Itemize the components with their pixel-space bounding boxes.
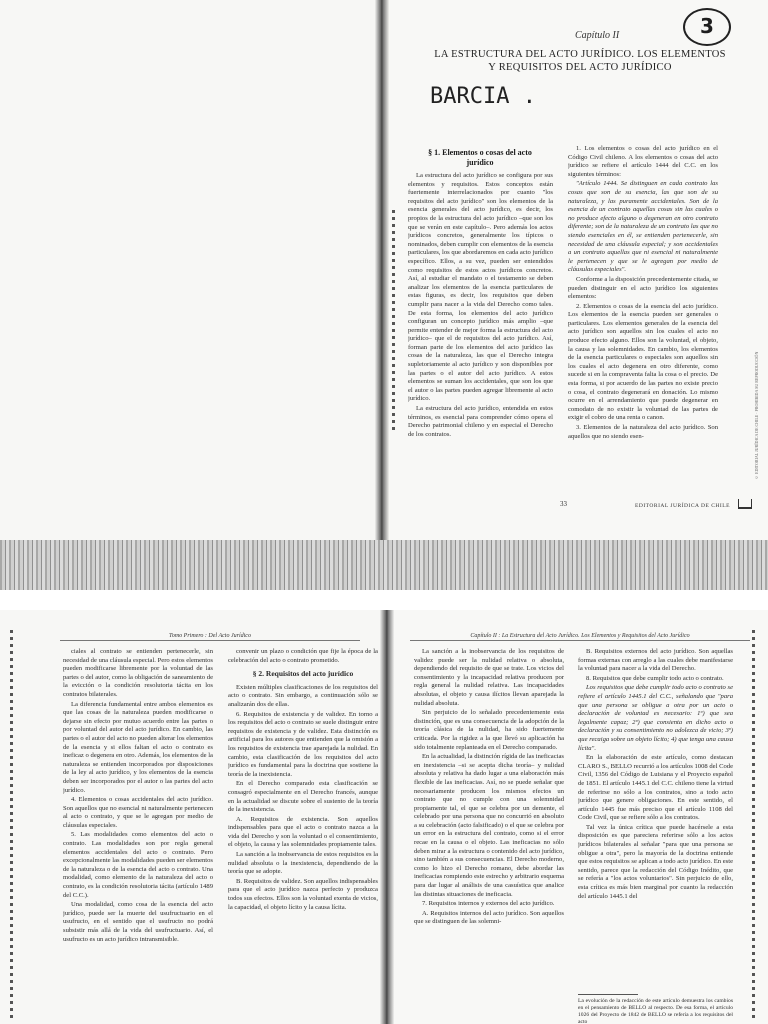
handwritten-name: BARCIA .: [430, 84, 536, 109]
paragraph: convenir un plazo o condición que fije la época de la celebración del acto o contrato prometido.: [228, 648, 378, 664]
section-heading: § 2. Requisitos del acto jurídico: [252, 669, 354, 679]
scan-margin-noise: [752, 630, 755, 1020]
paragraph: La sanción a la inobservancia de los requisitos de validez puede ser la nulidad relativa o absoluta, dependiendo del requisito de que se trate. Los vicios del consentimiento y la incapacidad relativa producen por regla general la nulidad relativa. Las incapacidades absolutas, el objeto y causa ilícitos llevan aparejada la nulidad absoluta.: [414, 648, 564, 707]
paragraph: B. Requisitos externos del acto jurídico. Son aquellas formas externas con arreglo a las cuales debe manifestarse la voluntad para nacer a la vida del Derecho.: [578, 648, 733, 673]
paragraph: En el Derecho comparado esta clasificación se consagró especialmente en el Derecho francés, aunque en la actualidad se discute sobre el sustento de la teoría de la inexistencia.: [228, 780, 378, 814]
paragraph: 3. Elementos de la naturaleza del acto jurídico. Son aquellos que no siendo esen-: [568, 424, 718, 440]
quoted-article: "Artículo 1444. Se distinguen en cada contrato las cosas que son de su esencia, las que son de su naturaleza, y las puramente accidentales. Son de la esencia de un contrato aquellas cosas sin las cuales o no produce efecto alguno o degeneran en otro contrato diferente; son de la naturaleza de un contrato las que no siendo esenciales en él, se entienden pertenecerle, sin necesidad de una cláusula especial; y son accidentales a un contrato aquellas que ni esencial ni naturalmente le pertenecen y que se le agregan por medio de cláusulas especiales".: [568, 180, 718, 274]
publisher-imprint: EDITORIAL JURÍDICA DE CHILE: [635, 503, 730, 509]
footnote: La evolución de la redacción de este artículo demuestra los cambios en el pensamiento de BELLO al respecto. De esa forma, el artículo 1026 del Proyecto de 1842 de BELLO se refería a los requisitos del acto: [578, 998, 733, 1024]
paragraph: 5. Las modalidades como elementos del acto o contrato. Las modalidades son por regla general elementos accidentales del acto o contrato. Pero excepcionalmente las modalidades pueden ser elementos de la naturaleza o de la esencia del acto o contrato. Una modalidad, como elemento de la naturaleza del acto o contrato, es la condición resolutoria tácita (artículo 1489 del C.C.).: [63, 831, 213, 899]
scan-margin-noise: [392, 210, 395, 430]
chapter-title-line-2: Y REQUISITOS DEL ACTO JURÍDICO: [488, 62, 672, 73]
section-heading-line-2: jurídico: [466, 158, 494, 167]
book-gutter: [380, 610, 394, 1024]
paragraph: 4. Elementos o cosas accidentales del acto jurídico. Son aquellos que no esencial ni naturalmente pertenecen al acto o contrato, y que se le agregan por medio de cláusulas especiales.: [63, 796, 213, 829]
handwritten-circled-number: 3: [683, 8, 731, 46]
paragraph: A. Requisitos internos del acto jurídico. Son aquellos que se distinguen de las solemni-: [414, 909, 564, 926]
quoted-article: Los requisitos que debe cumplir todo acto o contrato se refiere el artículo 1445.1 del C.C., señalando que "para que una persona se obligue a otra por un acto o declaración de voluntad es necesario: 1º) que sea legalmente capaz; 2º) que consienta en dicho acto o declaración y su consentimiento no adolezca de vicio; 3º) que recaiga sobre un objeto lícito; 4) que tenga una causa lícita".: [578, 684, 733, 752]
book-gutter: [375, 0, 389, 540]
chapter-label: Capítulo II: [575, 30, 620, 41]
scan-edge-shadow: [0, 540, 768, 590]
paragraph: Conforme a la disposición precedentemente citada, se pueden distinguir en el acto jurídico los siguientes elementos:: [568, 275, 718, 301]
paragraph: 6. Requisitos de existencia y de validez. En torno a los requisitos del acto o contrato se suele distinguir entre requisitos de existencia y de validez. Esta distinción es artificial para los autores que entienden que la omisión a los requisitos de existencia trae aparejada la nulidad. En cambio, esta clasificación de los requisitos del acto jurídico es fundamental para la doctrina que sostiene la teoría de la inexistencia.: [228, 710, 378, 778]
running-head-left: Tomo Primero : Del Acto Jurídico: [60, 633, 360, 641]
footnote-rule: [578, 994, 638, 995]
text-column-3: [414, 648, 564, 1024]
paragraph: Existen múltiples clasificaciones de los requisitos del acto o contrato. Sin embargo, a continuación sólo se analizarán dos de ellas.: [228, 683, 378, 708]
publisher-logo-icon: [738, 499, 752, 509]
paragraph: A. Requisitos de existencia. Son aquellos indispensables para que el acto o contrato nazca a la vida del Derecho y son la voluntad o el consentimiento, el objeto, la causa y las solemnidades propiamente tales.: [228, 815, 378, 849]
paragraph: 2. Elementos o cosas de la esencia del acto jurídico. Los elementos de la esencia pueden ser generales o particulares. Los elementos generales de la esencia del acto jurídico son aquellos sin los cuales el acto no produce efecto alguno. Ellos son la voluntad, el objeto, la causa y las solemnidades. En cambio, los elementos de la esencia particulares o especiales son aquellos sin los cuales el acto degenera en otro diferente, como sucede si en la compraventa falta la cosa o el precio. De esta forma, si por acuerdo de las partes no existe precio o cosa, el contrato degenerará en donación. Lo mismo ocurre en el arrendamiento que puede degenerar en comodato de no existir la voluntad de las partes de exigir el cobro de una renta o canon.: [568, 302, 718, 422]
copyright-side-note: © EDITORIAL JURÍDICA DE CHILE · PROHIBIDA SU REPRODUCCIÓN: [754, 351, 759, 480]
paragraph: La estructura del acto jurídico se configura por sus elementos y requisitos. Estos conceptos están fuertemente interrelacionados por cuanto "los requisitos del acto jurídico" son los elementos de la esencia generales del acto jurídico, es decir, los propios de la estructura del acto jurídico –que son los que se verán en este capítulo–. Pero además los actos jurídicos concretos, generalmente los típicos o nominados, deben cumplir con elementos de la esencia particulares, los que abordaremos en cada acto jurídico específico. Ellos, a su vez, pueden ser entendidos como requisitos de estos actos jurídicos concretos. Así, al estudiar el mandato o el testamento se deben analizar los elementos de la esencia particulares de estas figuras, es decir, los requisitos que deben cumplir para nacer a la vida del Derecho como tales. De esta forma, los elementos del acto jurídico configuran un concepto jurídico más amplio –que permite entender de mejor forma la estructura del acto jurídico– que el de requisitos del acto jurídico. Así, forman parte de los elementos del acto jurídico las cosas de la naturaleza, las que el Derecho integra supletoriamente al acto jurídico y son disponibles por las partes o el autor del acto jurídico. A estos elementos se suman los accidentales, que son los que el autor o las partes pueden agregar libremente al acto jurídico.: [408, 172, 553, 403]
section-heading-line-1: § 1. Elementos o cosas del acto: [428, 148, 532, 157]
scan-margin-noise: [10, 630, 13, 1020]
text-column-2: [228, 648, 378, 1024]
section-heading: [410, 148, 550, 168]
left-blank-page: [0, 0, 375, 540]
paragraph: Tal vez la única crítica que puede hacérsele a esta disposición es que pareciera referirse sólo a los actos jurídicos bilaterales al señalar "para que una persona se obligue a otra", pero la mayoría de la doctrina entiende que estos requisitos se aplican a todo acto jurídico. En este sentido, parece que la redacción del Código Inédito, que se refería a "los actos voluntarios". Sin perjuicio de ello, esta crítica es más bien marginal por cuanto la redacción del artículo 1445.1 del: [578, 823, 733, 900]
paragraph: En la elaboración de este artículo, como destacan CLARO S., BELLO recurrió a los artículos 1008 del Code Civil, 1356 del Código de Luisiana y el Proyecto español de 1851. El artículo 1445.1 del C.C. chileno tiene la virtud de referirse no sólo a los contratos, sino a todo acto jurídico que genere obligaciones. En este sentido, el artículo 1445 fue más preciso que el artículo 1108 del Code Civil, que se refiere sólo a los contratos.: [578, 754, 733, 822]
running-head-right: Capítulo II : La Estructura del Acto Jurídico. Los Elementos y Requisitos del Acto Jurídico: [410, 633, 750, 641]
bottom-book-spread: [0, 610, 768, 1024]
page-number: 33: [560, 500, 567, 508]
chapter-title: [415, 48, 745, 74]
paragraph: La sanción a la inobservancia de estos requisitos es la nulidad absoluta o la inexistencia, dependiendo de la teoría que se adopte.: [228, 851, 378, 876]
chapter-title-line-1: LA ESTRUCTURA DEL ACTO JURÍDICO. LOS ELEMENTOS: [434, 49, 726, 60]
paragraph: 8. Requisitos que debe cumplir todo acto o contrato.: [586, 674, 724, 682]
left-text-column: [408, 172, 553, 502]
text-column-1: [63, 648, 213, 1024]
paragraph: La diferencia fundamental entre ambos elementos es que las cosas de la naturaleza pueden modificarse o dejarse sin efecto por mutuo acuerdo entre las partes o por voluntad del autor del acto jurídico. En cambio, las partes o el autor del acto no pueden alterar los elementos de la esencia y si ellos faltan el acto o contrato es ineficaz o degenera en otro. Además, los elementos de la naturaleza se entienden incorporados por disposiciones de la ley al acto jurídico, y los elementos de la esencia deben ser incorporados por el autor o las partes del acto jurídico.: [63, 700, 213, 794]
paragraph: En la actualidad, la distinción rígida de las ineficacias en inexistencia –si se acepta dicha teoría– y nulidad absoluta y relativa ha dado lugar a una elaboración más flexible de las ineficacias. Así, no se puede señalar que necesariamente producen los mismos efectos un contrato que no cumple con una solemnidad propiamente tal, el que se celebra por un demente, el celebrado por una persona que no concurrió en absoluto a su celebración (acto falsificado) o el que se celebra por un error en la estructura del contrato, como si el error recae en la causa o el objeto. Las ineficacias no sólo deben mirar a la estructura o contenido del acto jurídico, sino también a sus consecuencias. El Derecho moderno, como lo hizo el Derecho romano, debe abordar las ineficacias rompiendo este estrecho y arbitrario esquema para dar lugar al análisis de una casuística que analice las distintas situaciones de ineficacia.: [414, 753, 564, 898]
paragraph: Sin perjuicio de lo señalado precedentemente esta distinción, que es una consecuencia de la adopción de la teoría clásica de la nulidad, ha sido fuertemente criticada. Por la rigidez a la que llevó su aplicación ha sido totalmente replanteada en el Derecho comparado.: [414, 709, 564, 751]
paragraph: B. Requisitos de validez. Son aquellos indispensables para que el acto jurídico nazca perfecto y produzca todos sus efectos. Ellos son la voluntad exenta de vicios, la capacidad, el objeto lícito y la causa lícita.: [228, 877, 378, 911]
text-column-4: [578, 648, 733, 990]
paragraph: La estructura del acto jurídico, entendida en estos términos, es esencial para comprender cómo opera el Derecho patrimonial chileno y en especial el Derecho de los contratos.: [408, 405, 553, 438]
right-text-column: [568, 145, 718, 502]
paragraph: 7. Requisitos internos y externos del acto jurídico.: [422, 900, 555, 908]
paragraph: ciales al contrato se entienden pertenecerle, sin necesidad de una cláusula especial. Pero estos elementos pueden modificarse libremente por la voluntad de las partes o del autor, como la obligación de saneamiento de la evicción o la condición resolutoria tácita en los contratos bilaterales.: [63, 648, 213, 698]
paragraph: Una modalidad, como cosa de la esencia del acto jurídico, puede ser la muerte del usufructuario en el usufructo, en el sentido que el usufructo no podrá subsistir más allá de la vida del usufructuario. Así, el usufructo es un acto jurídico intransmisible.: [63, 901, 213, 943]
paragraph: 1. Los elementos o cosas del acto jurídico en el Código Civil chileno. A los elementos o cosas del acto jurídico se refiere el artículo 1444 del C.C. en los siguientes términos:: [568, 145, 718, 178]
